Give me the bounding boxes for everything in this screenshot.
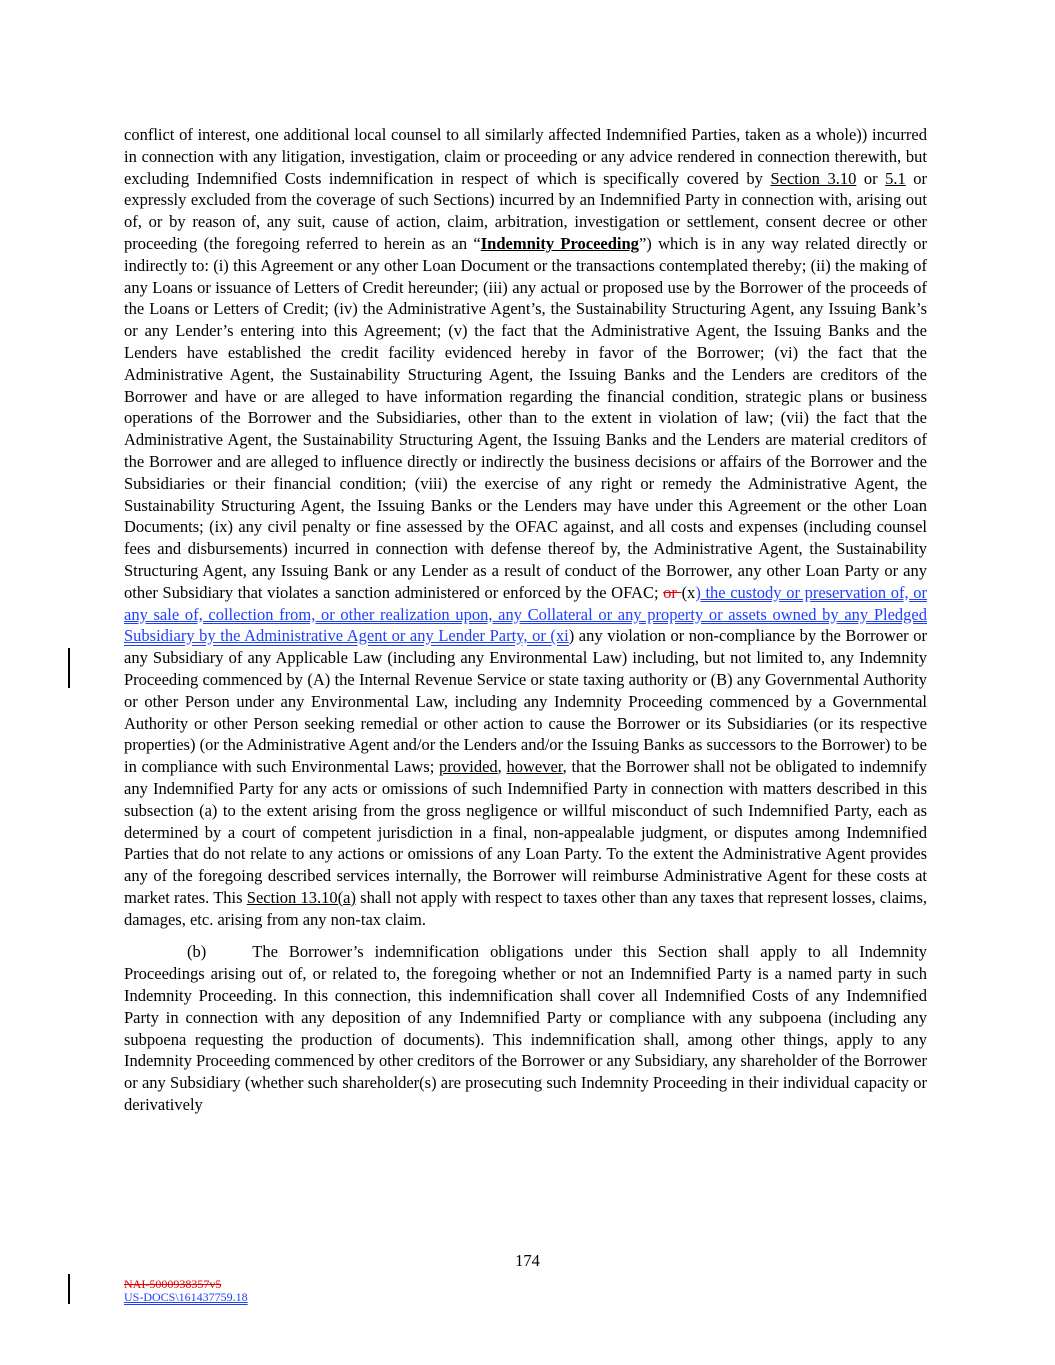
emphasis-however: however [506,757,563,777]
paragraph-b [124,941,927,1115]
change-bar-footer [68,1274,70,1304]
body-text [124,124,927,1116]
text-run: ) any violation or non-compliance by the Borrower or any Subsidiary of any Applicable Law (including any Environmental Law) including, but not limited to, any Indemnity Proceeding commenced by (A) the Internal Revenue Service or state taxing authority or (B) any Governmental Authority or other Person under any Environmental Law, including any Indemnity Proceeding commenced by a Governmental Authority or other Person seeking remedial or other action to cause the Borrower or its Subsidiaries (or its respective properties) (or the Administrative Agent and/or the Lenders and/or the Issuing Banks as successors to the Borrower) to be in compliance with such Environmental Laws; [124,626,927,777]
paragraph-a [124,124,927,930]
change-bar [68,648,70,688]
doc-id-deleted: NAI-5000938357v5 [124,1277,222,1291]
emphasis-provided: provided [439,757,498,777]
text-run: (x [681,582,696,602]
text-run: or [856,168,886,188]
defined-term: Indemnity Proceeding [480,233,639,253]
text-run: , that the Borrower shall not be obligated to indemnify any Indemnified Party for any acts or omissions of such Indemnified Party in connection with matters described in this subsection (a) to the extent arising from the gross negligence or willful misconduct of such Indemnified Party, each as determined by a court of competent jurisdiction in a final, non-appealable judgment, or disputes among Indemnified Parties that do not relate to any actions or omissions of any Loan Party. To the extent the Administrative Agent provides any of the foregoing described services internally, the Borrower will reimburse Administrative Agent for these costs at market rates. This [124,757,928,907]
deleted-text: or [663,582,682,602]
text-run: ”) which is in any way related directly or indirectly to: (i) this Agreement or any other Loan Document or the transactions contemplated thereby; (ii) the making of any Loans or issuance of Letters of Credit hereunder; (iii) any actual or proposed use by the Borrower of the proceeds of the Loans or Letters of Credit; (iv) the Administrative Agent’s, the Sustainability Structuring Agent, any Issuing Bank’s or any Lender’s entering into this Agreement; (v) the fact that the Administrative Agent, the Issuing Banks and the Lenders have established the credit facility evidenced hereby in favor of the Borrower; (vi) the fact that the Administrative Agent, the Sustainability Structuring Agent, the Issuing Banks and the Lenders are creditors of the Borrower and have or are alleged to have information regarding the financial condition, strategic plans or business operations of the Borrower and the Subsidiaries, other than to the extent in violation of law; (vii) the fact that the Administrative Agent, the Sustainability Structuring Agent, the Issuing Banks and the Lenders are material creditors of the Borrower and are alleged to influence directly or indirectly the business decisions or affairs of the Borrower and the Subsidiaries or their financial condition; (viii) the exercise of any right or remedy the Administrative Agent, the Sustainability Structuring Agent, the Issuing Banks or the Lenders may have under this Agreement or the other Loan Documents; (ix) any civil penalty or fine assessed by the OFAC against, and all costs and expenses (including counsel fees and disbursements) incurred in connection with defense thereof by, the Administrative Agent, the Sustainability Structuring Agent, any Issuing Bank or any Lender as a result of conduct of the Borrower, any other Loan Party or any other Subsidiary that violates a sanction administered or enforced by the OFAC; [124,233,927,602]
text-run: conflict of interest, one additional local counsel to all similarly affected Indemnified Parties, taken as a whole)) incurred in connection with any litigation, investigation, claim or proceeding or any advice rendered in connection therewith, but excluding Indemnified Costs indemnification in respect of which is specifically covered by [124,125,927,188]
document-ids [124,1278,248,1304]
cross-reference: Section 3.10 [770,168,857,188]
cross-reference: Section 13.10(a) [246,887,356,907]
text-run: , [497,757,507,777]
text-run: shall not apply with respect to taxes other than any taxes that represent losses, claims, damages, etc. arising from any non-tax claim. [124,887,927,929]
page-number: 174 [515,1251,540,1270]
text-run: or expressly excluded from the coverage of such Sections) incurred by an Indemnified Party in connection with, arising out of, or by reason of, any suit, cause of action, claim, arbitration, investigation or settlement, consent decree or other proceeding (the foregoing referred to herein as an “ [124,168,927,253]
subsection-label: (b) [187,942,207,962]
inserted-text: ) the custody or preservation of, or any sale of, collection from, or other realization upon, any Collateral or any property or assets owned by any Pledged Subsidiary by the Administrative Agent or any Lender Party, or (xi [124,582,928,646]
cross-reference: 5.1 [885,168,906,188]
text-run: The Borrower’s indemnification obligations under this Section shall apply to all Indemnity Proceedings arising out of, or related to, the foregoing whether or not an Indemnified Party is a named party in such Indemnity Proceeding. In this connection, this indemnification shall cover all Indemnified Costs of any Indemnified Party in connection with any deposition of any Indemnified Party or compliance with any subpoena (including any subpoena requesting the production of documents). This indemnification shall, among other things, apply to any Indemnity Proceeding commenced by other creditors of the Borrower or any Subsidiary, any shareholder of the Borrower or any Subsidiary (whether such shareholder(s) are prosecuting such Indemnity Proceeding in their individual capacity or derivatively [124,942,927,1115]
doc-id-inserted: US-DOCS\161437759.18 [124,1290,248,1304]
